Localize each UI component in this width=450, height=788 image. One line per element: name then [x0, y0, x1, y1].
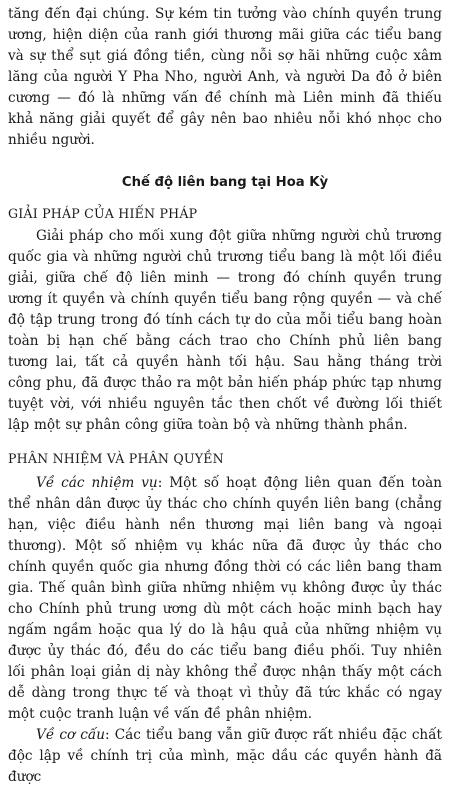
section-title: Chế độ liên bang tại Hoa Kỳ: [121, 175, 329, 190]
division-of-powers-heading: PHÂN NHIỆM VÀ PHÂN QUYỀN: [8, 451, 224, 466]
intro-paragraph: tăng đến đại chúng. Sự kém tin tưởng vào chính quyền trung ương, hiện diện của ranh giới thương mãi giữa các tiểu bang và sự thể sụt giá đồng tiền, cùng nỗi sợ hãi những cuộc xâm lăng của người Y Pha Nho, người Anh, và người Da đỏ ở biên cương — đó là những vấn đề chính mà Liên minh đã thiếu khả năng giải quyết để gây nên bao nhiêu nỗi khó nhọc cho nhiều người.: [8, 6, 442, 148]
duties-paragraph: [8, 473, 442, 725]
duties-text: : Một số hoạt động liên quan đến toàn thể nhân dân được ủy thác cho chính quyền liên bang (chẳng hạn, việc điều hành nền thương mại liên bang và ngoại thương). Một số nhiệm vụ khác nữa đã được ủy thác cho chính quyền quốc gia nhưng đồng thời có các liên bang tham gia. Thế quân bình giữa những nhiệm vụ không được ủy thác cho Chính phủ trung ương dù một cách hoặc minh bạch hay ngấm ngầm hoặc qua lý do là hậu quả của những nhiệm vụ được ủy thác đó, đều do các tiểu bang điều phối. Tuy nhiên lối phân loại giản dị này không thể được nhận thấy một cách dễ dàng trong thực tế và thoạt vì thủy đã tức khắc có ngay một cuộc tranh luận về vấn đề phân nhiệm.: [8, 475, 443, 722]
duties-label: Về các nhiệm vụ: [36, 475, 158, 491]
constitutional-solution-paragraph: Giải pháp cho mối xung đột giữa những người chủ trương quốc gia và những người chủ trương tiểu bang là một lối điều giải, giữa chế độ liên minh — trong đó chính quyền trung ương ít quyền và chính quyền tiểu bang rộng quyền — và chế độ tập trung trong đó tính cách tự do của mỗi tiểu bang hoàn toàn bị hạn chế bằng cách trao cho Chính phủ liên bang tương lai, tất cả quyền hành tối hậu. Sau hằng tháng trời công phu, đã được thảo ra một bản hiến pháp phức tạp nhưng tuyệt vời, với nhiều nguyên tắc then chốt về đường lối thiết lập một sự phân công giữa toàn bộ và những thành phần.: [8, 228, 442, 433]
constitutional-solution-heading: GIẢI PHÁP CỦA HIẾN PHÁP: [8, 206, 198, 221]
structure-paragraph: [8, 725, 442, 788]
structure-text: : Các tiểu bang vẫn giữ được rất nhiều đặc chất độc lập về chính trị của mình, mặc dầu các quyền hành đã được: [8, 727, 442, 785]
structure-label: Về cơ cấu: [36, 727, 105, 743]
document-page: [8, 4, 442, 788]
